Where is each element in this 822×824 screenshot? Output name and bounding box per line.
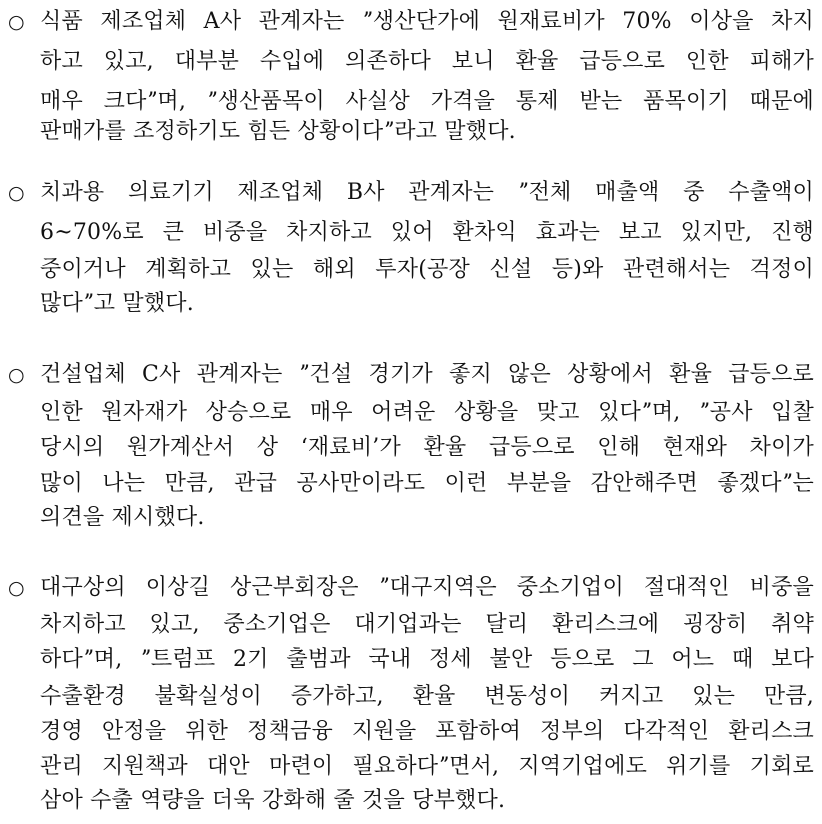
paragraph-line: 삼아 수출 역량을 더욱 강화해 줄 것을 당부했다. bbox=[40, 788, 506, 813]
paragraph-line: 판매가를 조정하기도 힘든 상황이다ˮ라고 말했다. bbox=[40, 119, 516, 144]
paragraph-line: 인한 원자재가 상승으로 매우 어려운 상황을 맞고 있다ˮ며, ˮ공사 입찰 bbox=[40, 400, 814, 425]
paragraph-line: 건설업체 C사 관계자는 ˮ건설 경기가 좋지 않은 상황에서 환율 급등으로 bbox=[40, 362, 814, 387]
paragraph-line: 6~70%로 큰 비중을 차지하고 있어 환차익 효과는 보고 있지만, 진행 bbox=[40, 220, 814, 245]
paragraph-line: 경영 안정을 위한 정책금융 지원을 포함하여 정부의 다각적인 환리스크 bbox=[40, 719, 814, 744]
bullet-circle-icon: ○ bbox=[8, 182, 25, 204]
paragraph-line: 식품 제조업체 A사 관계자는 ˮ생산단가에 원재료비가 70% 이상을 차지 bbox=[40, 9, 814, 34]
bullet-circle-icon: ○ bbox=[8, 11, 25, 33]
bullet-circle-icon: ○ bbox=[8, 364, 25, 386]
paragraph-line: 하고 있고, 대부분 수입에 의존하다 보니 환율 급등으로 인한 피해가 bbox=[40, 49, 814, 74]
paragraph-line: 하다ˮ며, ˮ트럼프 2기 출범과 국내 정세 불안 등으로 그 어느 때 보다 bbox=[40, 647, 814, 672]
paragraph-line: 치과용 의료기기 제조업체 B사 관계자는 ˮ전체 매출액 중 수출액이 bbox=[40, 180, 814, 205]
bullet-circle-icon: ○ bbox=[8, 577, 25, 599]
paragraph-line: 관리 지원책과 대안 마련이 필요하다ˮ면서, 지역기업에도 위기를 기회로 bbox=[40, 754, 814, 779]
paragraph-line: 많이 나는 만큼, 관급 공사만이라도 이런 부분을 감안해주면 좋겠다ˮ는 bbox=[40, 471, 814, 496]
paragraph-line: 대구상의 이상길 상근부회장은 ˮ대구지역은 중소기업이 절대적인 비중을 bbox=[40, 575, 814, 600]
paragraph-line: 당시의 원가계산서 상 ‘재료비’가 환율 급등으로 인해 현재와 차이가 bbox=[40, 435, 814, 460]
paragraph-line: 수출환경 불확실성이 증가하고, 환율 변동성이 커지고 있는 만큼, bbox=[40, 684, 814, 709]
paragraph-line: 많다ˮ고 말했다. bbox=[40, 291, 194, 316]
paragraph-line: 매우 크다ˮ며, ˮ생산품목이 사실상 가격을 통제 받는 품목이기 때문에 bbox=[40, 89, 814, 114]
paragraph-line: 의견을 제시했다. bbox=[40, 505, 205, 530]
paragraph-line: 차지하고 있고, 중소기업은 대기업과는 달리 환리스크에 굉장히 취약 bbox=[40, 612, 814, 637]
paragraph-line: 중이거나 계획하고 있는 해외 투자(공장 신설 등)와 관련해서는 걱정이 bbox=[40, 257, 814, 282]
